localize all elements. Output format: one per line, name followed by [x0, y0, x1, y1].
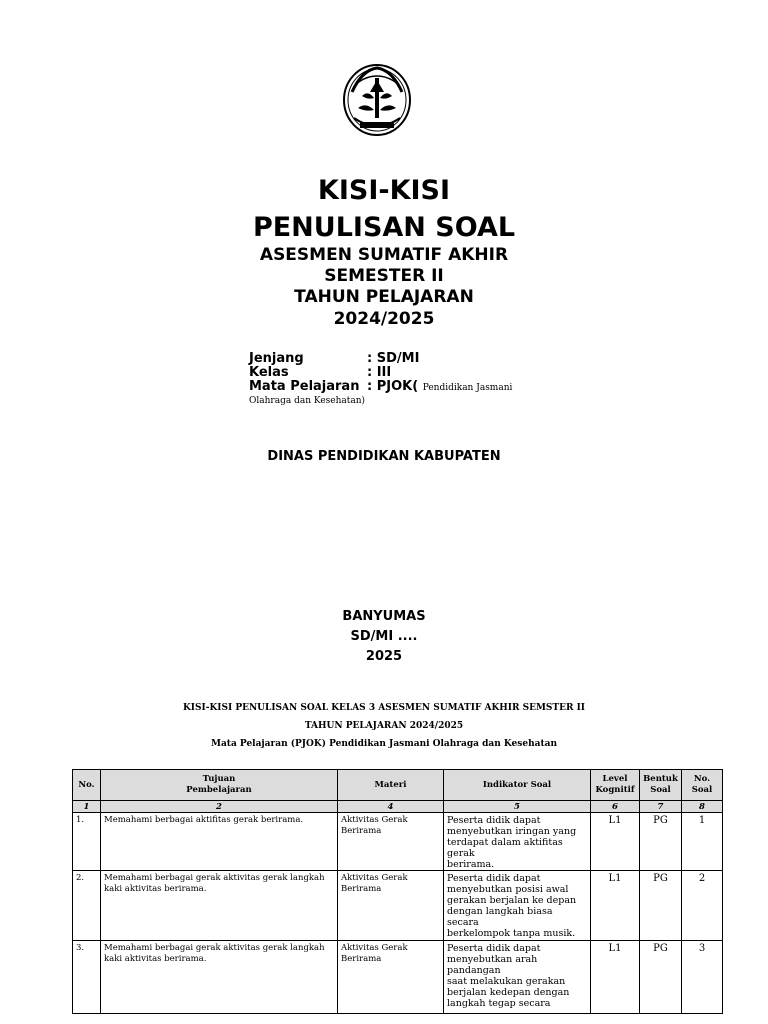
- kelas-value: : III: [367, 365, 392, 380]
- col-number: 7: [640, 801, 682, 813]
- place-line2: SD/MI ....: [350, 629, 418, 644]
- row-indikator: Peserta didik dapat menyebutkan arah pandangan saat melakukan gerakan berjalan kedepan dengan langkah tegap secara: [444, 941, 591, 1014]
- table-header-row: [73, 770, 723, 801]
- col-number: 8: [682, 801, 723, 813]
- col-number: 5: [444, 801, 591, 813]
- header-indikator: Indikator Soal: [444, 770, 591, 801]
- header-nosoal: No. Soal: [682, 770, 723, 801]
- info-jenjang: [249, 352, 569, 366]
- row-bentuk: PG: [640, 941, 682, 1014]
- cover-subtitle-line1: ASESMEN SUMATIF AKHIR: [259, 245, 509, 265]
- doc-header-line1: KISI-KISI PENULISAN SOAL KELAS 3 ASESMEN SUMATIF AKHIR SEMSTER II: [182, 703, 586, 713]
- cover-info-block: [249, 352, 569, 407]
- cover-title-line2: PENULISAN SOAL: [252, 212, 516, 243]
- col-number: 1: [73, 801, 101, 813]
- row-indikator: Peserta didik dapat menyebutkan iringan yang terdapat dalam aktifitas gerak berirama.: [444, 813, 591, 871]
- header-materi: Materi: [338, 770, 444, 801]
- column-number-row: [73, 801, 723, 813]
- header-tujuan: Tujuan Pembelajaran: [101, 770, 338, 801]
- row-bentuk: PG: [640, 871, 682, 941]
- cover-title-line1: KISI-KISI: [317, 175, 451, 206]
- row-materi: Aktivitas Gerak Berirama: [338, 941, 444, 1014]
- row-level: L1: [591, 871, 640, 941]
- row-level: L1: [591, 813, 640, 871]
- table-row: [73, 871, 723, 941]
- info-kelas: [249, 366, 569, 380]
- header-level: Level Kognitif: [591, 770, 640, 801]
- cover-subtitle-line4: 2024/2025: [333, 309, 435, 329]
- row-nomor: 3: [682, 941, 723, 1014]
- row-indikator: Peserta didik dapat menyebutkan posisi awal gerakan berjalan ke depan dengan langkah biasa secara berkelompok tanpa musik.: [444, 871, 591, 941]
- info-mapel: [249, 380, 569, 395]
- cover-subtitle-line2: SEMESTER II: [324, 266, 444, 286]
- kelas-label: Kelas: [249, 365, 289, 380]
- row-bentuk: PG: [640, 813, 682, 871]
- header-bentuk: Bentuk Soal: [640, 770, 682, 801]
- row-nomor: 2: [682, 871, 723, 941]
- row-no: 1.: [73, 813, 101, 871]
- row-level: L1: [591, 941, 640, 1014]
- doc-header-line2: TAHUN PELAJARAN 2024/2025: [304, 721, 464, 731]
- doc-header-line3: Mata Pelajaran (PJOK) Pendidikan Jasmani Olahraga dan Kesehatan: [211, 739, 557, 749]
- mapel-note-cont: Olahraga dan Kesehatan): [249, 396, 366, 406]
- row-no: 2.: [73, 871, 101, 941]
- col-number: 2: [101, 801, 338, 813]
- row-tujuan: Memahami berbagai gerak aktivitas gerak langkah kaki aktivitas berirama.: [101, 871, 338, 941]
- kisi-table: [72, 769, 723, 1014]
- mapel-note: Pendidikan Jasmani: [422, 383, 513, 393]
- place-line1: BANYUMAS: [342, 609, 426, 624]
- row-materi: Aktivitas Gerak Berirama: [338, 871, 444, 941]
- dinas-heading: DINAS PENDIDIKAN KABUPATEN: [267, 449, 501, 464]
- cover-subtitle-line3: TAHUN PELAJARAN: [294, 287, 474, 307]
- row-tujuan: Memahami berbagai gerak aktivitas gerak langkah kaki aktivitas berirama.: [101, 941, 338, 1014]
- place-line3: 2025: [365, 649, 403, 664]
- row-no: 3.: [73, 941, 101, 1014]
- regency-emblem-logo: [342, 62, 412, 138]
- header-no: No.: [73, 770, 101, 801]
- mapel-value: : PJOK(: [367, 379, 419, 394]
- row-nomor: 1: [682, 813, 723, 871]
- col-number: 4: [338, 801, 444, 813]
- table-row: [73, 813, 723, 871]
- row-tujuan: Memahami berbagai aktifitas gerak berirama.: [101, 813, 338, 871]
- row-materi: Aktivitas Gerak Berirama: [338, 813, 444, 871]
- jenjang-value: : SD/MI: [367, 351, 420, 366]
- mapel-label: Mata Pelajaran: [249, 379, 360, 394]
- col-number: 6: [591, 801, 640, 813]
- table-row: [73, 941, 723, 1014]
- jenjang-label: Jenjang: [249, 351, 304, 366]
